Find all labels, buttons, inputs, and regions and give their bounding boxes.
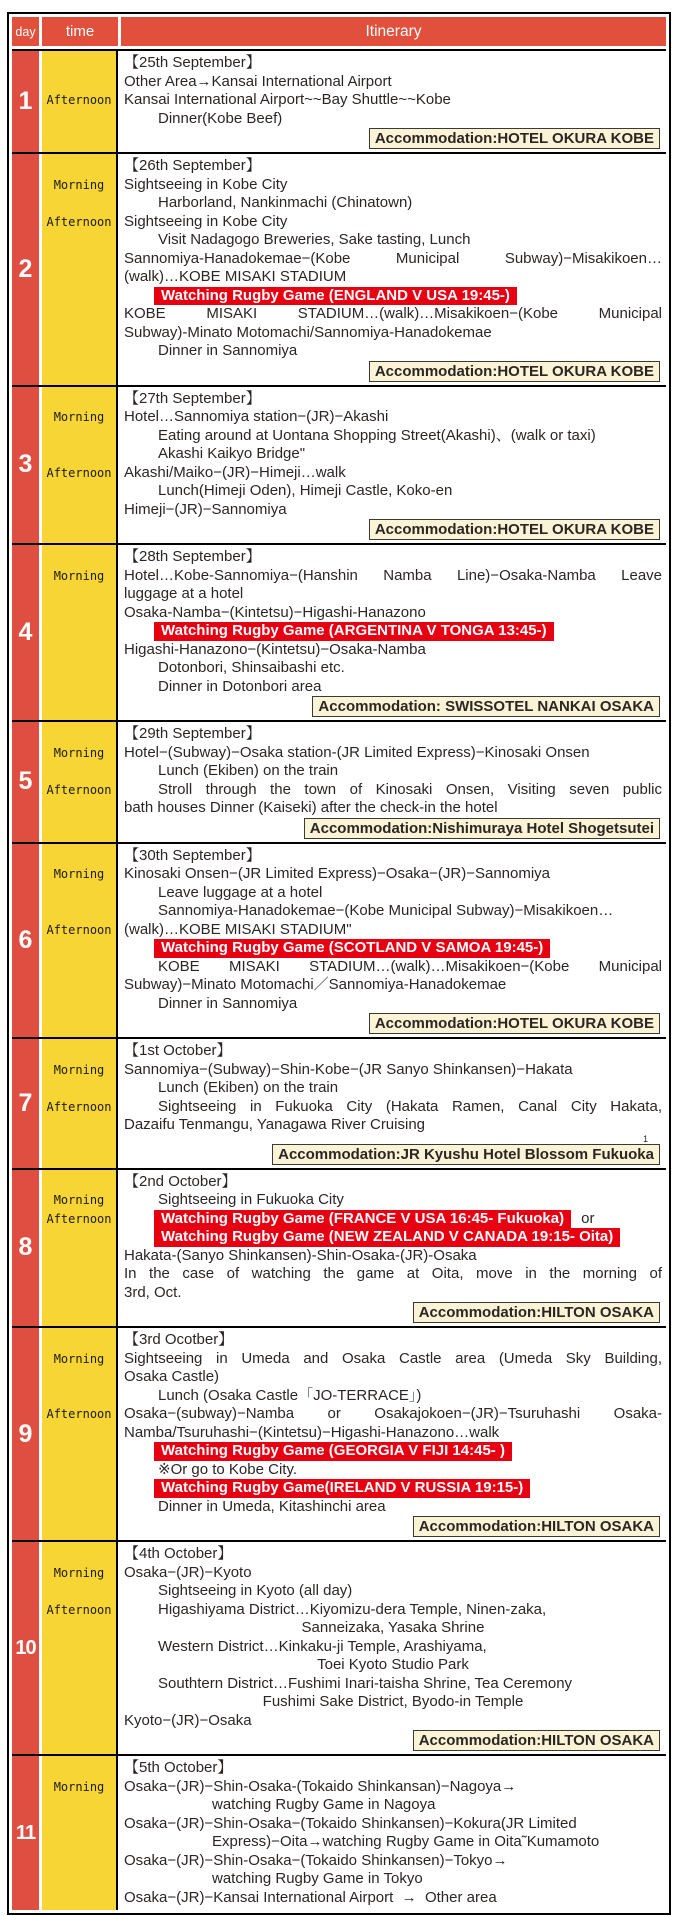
rugby-game-highlight: Watching Rugby Game(IRELAND V RUSSIA 19:15-) bbox=[154, 1479, 530, 1498]
time-label: Morning bbox=[53, 745, 105, 760]
itinerary-line: Eating around at Uontana Shopping Street(Akashi)、(walk or taxi) bbox=[158, 426, 596, 444]
itinerary-line: Akashi Kaikyo Bridge" bbox=[158, 445, 306, 462]
day-number: 6 bbox=[18, 925, 33, 954]
day-row bbox=[12, 1754, 666, 1910]
itinerary-line: 3rd, Oct. bbox=[124, 1283, 182, 1301]
accommodation-box: Accommodation:HOTEL OKURA KOBE bbox=[369, 519, 660, 540]
itinerary-line: Sightseeing in Kobe City bbox=[124, 175, 288, 193]
time-label: Morning bbox=[53, 177, 105, 192]
itinerary-line: Leave luggage at a hotel bbox=[158, 883, 323, 901]
itinerary-line bbox=[124, 939, 662, 958]
itinerary-line: Express)−Oita→watching Rugby Game in Oita˜Kumamoto bbox=[212, 1833, 600, 1850]
time-label: Morning bbox=[53, 867, 105, 881]
itinerary-line: Visit Nadagogo Breweries, Sake tasting, Lunch bbox=[158, 231, 471, 248]
day-number-cell bbox=[12, 1756, 39, 1910]
day-number-cell bbox=[12, 387, 39, 544]
time-label: Afternoon bbox=[46, 922, 112, 937]
day-row bbox=[12, 1540, 666, 1754]
itinerary-cell bbox=[118, 1328, 666, 1540]
itinerary-line: Western District…Kinkaku-ji Temple, Arashiyama, bbox=[158, 1637, 487, 1655]
accommodation-box: Accommodation:HOTEL OKURA KOBE bbox=[369, 361, 660, 382]
itinerary-line: 【28th September】 bbox=[124, 548, 261, 565]
itinerary-line: Lunch (Ekiben) on the train bbox=[158, 762, 339, 779]
itinerary-line: Lunch(Himeji Oden), Himeji Castle, Koko-en bbox=[158, 482, 453, 499]
rugby-game-highlight: Watching Rugby Game (NEW ZEALAND V CANADA 19:15- Oita) bbox=[154, 1228, 620, 1247]
itinerary-cell bbox=[118, 51, 666, 152]
itinerary-line bbox=[124, 1442, 662, 1461]
itinerary-line: Toei Kyoto Studio Park bbox=[317, 1656, 469, 1673]
time-label: Morning bbox=[53, 1565, 105, 1580]
itinerary-line: Sannomiya−(Subway)−Shin-Kobe−(JR Sanyo Shinkansen)−Hakata bbox=[124, 1060, 573, 1078]
footnote-marker: 1 bbox=[642, 1133, 648, 1144]
time-label: Afternoon bbox=[46, 1602, 112, 1617]
accommodation-row bbox=[124, 1144, 662, 1165]
time-label: Afternoon bbox=[46, 782, 112, 797]
time-cell bbox=[42, 1328, 118, 1540]
itinerary-line: luggage at a hotel bbox=[124, 585, 244, 602]
itinerary-cell bbox=[118, 1542, 666, 1754]
day-number-cell bbox=[12, 1170, 39, 1327]
itinerary-line: Osaka−(JR)−Kyoto bbox=[124, 1563, 252, 1581]
itinerary-line: Subway)-Minato Motomachi/Sannomiya-Hanadokemae bbox=[124, 323, 492, 341]
itinerary-line: Kansai International Airport~~Bay Shuttle~~Kobe bbox=[124, 91, 451, 108]
itinerary-cell bbox=[118, 1170, 666, 1327]
accommodation-row bbox=[124, 1730, 662, 1751]
day-row bbox=[12, 49, 666, 152]
itinerary-line: (walk)…KOBE MISAKI STADIUM" bbox=[124, 920, 352, 938]
accommodation-box: Accommodation:HILTON OSAKA bbox=[413, 1516, 660, 1537]
day-number: 11 bbox=[15, 1821, 36, 1844]
itinerary-line bbox=[124, 287, 662, 306]
time-cell bbox=[42, 1039, 118, 1168]
itinerary-line: watching Rugby Game in Nagoya bbox=[212, 1796, 436, 1813]
time-cell bbox=[42, 387, 118, 544]
accommodation-box: Accommodation:JR Kyushu Hotel Blossom Fukuoka bbox=[272, 1144, 660, 1165]
time-cell bbox=[42, 844, 118, 1038]
header-day: day bbox=[12, 17, 39, 46]
accommodation-box: Accommodation:HILTON OSAKA bbox=[413, 1302, 660, 1323]
header-row bbox=[12, 17, 666, 46]
itinerary-line: Fushimi Sake District, Byodo-in Temple bbox=[262, 1693, 524, 1710]
rugby-game-highlight: Watching Rugby Game (SCOTLAND V SAMOA 19:45-) bbox=[154, 939, 550, 958]
day-row bbox=[12, 720, 666, 842]
itinerary-line bbox=[124, 1210, 662, 1229]
day-number-cell bbox=[12, 1328, 39, 1540]
accommodation-row bbox=[124, 361, 662, 382]
day-row bbox=[12, 1037, 666, 1168]
itinerary-line: Osaka−(JR)−Shin-Osaka−(Tokaido Shinkansen)−Kokura(JR Limited bbox=[124, 1814, 577, 1832]
or-text: or bbox=[581, 1209, 595, 1227]
time-cell bbox=[42, 545, 118, 720]
header-time: time bbox=[42, 17, 118, 46]
day-row bbox=[12, 1168, 666, 1327]
itinerary-line: Osaka−(JR)−Kansai International Airport → Other area bbox=[124, 1888, 497, 1906]
itinerary-line: Osaka−(JR)−Shin-Osaka−(Tokaido Shinkansen)−Tokyo→ bbox=[124, 1851, 508, 1869]
itinerary-line bbox=[124, 622, 662, 641]
time-cell bbox=[42, 51, 118, 152]
day-number-cell bbox=[12, 1039, 39, 1168]
time-label: Morning bbox=[53, 1193, 105, 1207]
time-label: Afternoon bbox=[46, 214, 112, 229]
itinerary-line: Hotel…Kobe-Sannomiya−(Hanshin Namba Line)−Osaka-Namba Leave bbox=[124, 566, 662, 584]
itinerary-line: Osaka-Namba−(Kintetsu)−Higashi-Hanazono bbox=[124, 603, 426, 621]
itinerary-line: 【29th September】 bbox=[124, 725, 261, 742]
day-number: 9 bbox=[18, 1419, 33, 1448]
time-label: Morning bbox=[53, 410, 105, 424]
itinerary-line: Osaka Castle) bbox=[124, 1368, 220, 1385]
itinerary-line: Akashi/Maiko−(JR)−Himeji…walk bbox=[124, 463, 346, 481]
time-cell bbox=[42, 1170, 118, 1327]
itinerary-cell bbox=[118, 1756, 666, 1910]
itinerary-line: 【4th October】 bbox=[124, 1545, 233, 1562]
accommodation-row bbox=[124, 1516, 662, 1537]
accommodation-box: Accommodation:HILTON OSAKA bbox=[413, 1730, 660, 1751]
day-number: 1 bbox=[18, 87, 33, 115]
itinerary-line: ※Or go to Kobe City. bbox=[158, 1460, 298, 1478]
rugby-game-highlight: Watching Rugby Game (FRANCE V USA 16:45- Fukuoka) bbox=[154, 1210, 571, 1229]
itinerary-line: Sannomiya-Hanadokemae−(Kobe Municipal Subway)−Misakikoen… bbox=[124, 249, 662, 267]
day-number: 7 bbox=[18, 1088, 33, 1117]
accommodation-box: Accommodation:HOTEL OKURA KOBE bbox=[369, 1013, 660, 1034]
day-number-cell bbox=[12, 722, 39, 842]
itinerary-line: In the case of watching the game at Oita, move in the morning of bbox=[124, 1265, 662, 1282]
itinerary-line: Hotel…Sannomiya station−(JR)−Akashi bbox=[124, 408, 389, 425]
day-number-cell bbox=[12, 545, 39, 720]
itinerary-line: 【3rd Ocotber】 bbox=[124, 1331, 234, 1348]
itinerary-line: Subway)−Minato Motomachi／Sannomiya-Hanadokemae bbox=[124, 976, 507, 993]
itinerary-line: bath houses Dinner (Kaiseki) after the check-in the hotel bbox=[124, 799, 498, 816]
day-row bbox=[12, 152, 666, 385]
accommodation-row bbox=[124, 1013, 662, 1034]
itinerary-line: 【1st October】 bbox=[124, 1042, 232, 1059]
itinerary-table bbox=[7, 12, 671, 1915]
day-number: 3 bbox=[18, 450, 33, 479]
day-number: 8 bbox=[18, 1233, 33, 1262]
time-cell bbox=[42, 154, 118, 385]
accommodation-row bbox=[124, 1302, 662, 1323]
itinerary-line: Kinosaki Onsen−(JR Limited Express)−Osaka−(JR)−Sannomiya bbox=[124, 865, 551, 882]
itinerary-cell bbox=[118, 387, 666, 544]
day-number-cell bbox=[12, 51, 39, 152]
itinerary-line: watching Rugby Game in Tokyo bbox=[212, 1870, 423, 1887]
itinerary-line: Dinner in Dotonbori area bbox=[158, 677, 322, 695]
accommodation-row bbox=[124, 696, 662, 717]
time-label: Afternoon bbox=[46, 465, 112, 480]
itinerary-line: Other Area→Kansai International Airport bbox=[124, 72, 392, 90]
itinerary-line: 【27th September】 bbox=[124, 389, 261, 407]
itinerary-cell bbox=[118, 154, 666, 385]
itinerary-line: Hakata-(Sanyo Shinkansen)-Shin-Osaka-(JR)-Osaka bbox=[124, 1246, 477, 1264]
itinerary-line: (walk)…KOBE MISAKI STADIUM bbox=[124, 268, 347, 285]
itinerary-line: Dinner(Kobe Beef) bbox=[158, 109, 283, 127]
header-itinerary: Itinerary bbox=[121, 17, 666, 46]
day-number: 5 bbox=[18, 767, 33, 796]
day-row bbox=[12, 842, 666, 1038]
day-number-cell bbox=[12, 1542, 39, 1754]
itinerary-cell bbox=[118, 844, 666, 1038]
itinerary-line: Dotonbori, Shinsaibashi etc. bbox=[158, 659, 345, 676]
day-number: 10 bbox=[15, 1636, 36, 1659]
day-row bbox=[12, 1326, 666, 1540]
itinerary-line: Higashiyama District…Kiyomizu-dera Temple, Ninen-zaka, bbox=[158, 1600, 547, 1618]
time-label: Afternoon bbox=[46, 1407, 112, 1421]
day-number-cell bbox=[12, 154, 39, 385]
day-row bbox=[12, 543, 666, 720]
itinerary-line: Sannomiya-Hanadokemae−(Kobe Municipal Subway)−Misakikoen… bbox=[158, 902, 614, 919]
itinerary-line: Lunch (Osaka Castle「JO-TERRACE」) bbox=[158, 1386, 422, 1404]
itinerary-line: Himeji−(JR)−Sannomiya bbox=[124, 500, 287, 518]
itinerary-line: Higashi-Hanazono−(Kintetsu)−Osaka-Namba bbox=[124, 640, 426, 658]
rugby-game-highlight: Watching Rugby Game (GEORGIA V FIJI 14:45- ) bbox=[154, 1442, 512, 1461]
time-label: Afternoon bbox=[46, 93, 112, 107]
itinerary-line: Sanneizaka, Yasaka Shrine bbox=[301, 1619, 485, 1636]
rugby-game-highlight: Watching Rugby Game (ARGENTINA V TONGA 13:45-) bbox=[154, 622, 554, 641]
accommodation-row bbox=[124, 818, 662, 839]
itinerary-line bbox=[124, 1228, 662, 1247]
itinerary-line: 【2nd October】 bbox=[124, 1172, 237, 1190]
itinerary-line: Sightseeing in Kyoto (all day) bbox=[158, 1582, 353, 1599]
itinerary-line: KOBE MISAKI STADIUM…(walk)…Misakikoen−(Kobe Municipal bbox=[158, 957, 662, 975]
itinerary-line: Namba/Tsuruhashi−(Kintetsu)−Higashi-Hanazono…walk bbox=[124, 1423, 500, 1441]
itinerary-line: 【30th September】 bbox=[124, 846, 261, 864]
itinerary-line: Harborland, Nankinmachi (Chinatown) bbox=[158, 194, 413, 211]
time-cell bbox=[42, 1542, 118, 1754]
itinerary-line: Dazaifu Tenmangu, Yanagawa River Cruising bbox=[124, 1116, 426, 1133]
itinerary-cell bbox=[118, 722, 666, 842]
itinerary-line: Lunch (Ekiben) on the train bbox=[158, 1079, 339, 1096]
accommodation-row bbox=[124, 519, 662, 540]
itinerary-line: Dinner in Umeda, Kitashinchi area bbox=[158, 1497, 386, 1515]
time-label: Morning bbox=[53, 568, 105, 583]
itinerary-line: Sightseeing in Fukuoka City (Hakata Ramen, Canal City Hakata, bbox=[158, 1097, 662, 1115]
itinerary-line: Sightseeing in Kobe City bbox=[124, 212, 288, 230]
itinerary-line: Dinner in Sannomiya bbox=[158, 994, 298, 1012]
itinerary-line: Osaka−(JR)−Shin-Osaka-(Tokaido Shinkansan)−Nagoya→ bbox=[124, 1777, 517, 1795]
itinerary-line: Stroll through the town of Kinosaki Onsen, Visiting seven public bbox=[158, 780, 662, 798]
itinerary-line: Osaka−(subway)−Namba or Osakajokoen−(JR)−Tsuruhashi Osaka- bbox=[124, 1405, 662, 1422]
table-body bbox=[12, 49, 666, 1910]
time-label: Afternoon bbox=[46, 1211, 112, 1226]
itinerary-line: Kyoto−(JR)−Osaka bbox=[124, 1711, 252, 1729]
time-cell bbox=[42, 1756, 118, 1910]
rugby-game-highlight: Watching Rugby Game (ENGLAND V USA 19:45-) bbox=[154, 287, 517, 306]
itinerary-line: Sightseeing in Fukuoka City bbox=[158, 1191, 344, 1208]
time-label: Morning bbox=[53, 1779, 105, 1794]
itinerary-cell bbox=[118, 545, 666, 720]
accommodation-box: Accommodation: SWISSOTEL NANKAI OSAKA bbox=[312, 696, 660, 717]
day-number-cell bbox=[12, 844, 39, 1038]
itinerary-line: Southtern District…Fushimi Inari-taisha Shrine, Tea Ceremony bbox=[158, 1674, 573, 1692]
time-label: Afternoon bbox=[46, 1099, 112, 1114]
itinerary-cell bbox=[118, 1039, 666, 1168]
itinerary-line: 【25th September】 bbox=[124, 54, 261, 71]
time-label: Morning bbox=[53, 1062, 105, 1077]
itinerary-line: 【5th October】 bbox=[124, 1759, 233, 1776]
itinerary-line: KOBE MISAKI STADIUM…(walk)…Misakikoen−(Kobe Municipal bbox=[124, 305, 662, 322]
time-label: Morning bbox=[53, 1351, 105, 1366]
day-row bbox=[12, 385, 666, 544]
itinerary-line: Dinner in Sannomiya bbox=[158, 342, 298, 359]
time-cell bbox=[42, 722, 118, 842]
day-number: 4 bbox=[18, 618, 33, 646]
itinerary-line: 【26th September】 bbox=[124, 157, 261, 174]
day-number: 2 bbox=[18, 254, 33, 283]
itinerary-line bbox=[124, 1479, 662, 1498]
itinerary-line: Sightseeing in Umeda and Osaka Castle area (Umeda Sky Building, bbox=[124, 1349, 662, 1367]
accommodation-box: Accommodation:HOTEL OKURA KOBE bbox=[369, 128, 660, 149]
itinerary-line: Hotel−(Subway)−Osaka station-(JR Limited Express)−Kinosaki Onsen bbox=[124, 743, 590, 761]
accommodation-row bbox=[124, 128, 662, 149]
accommodation-box: Accommodation:Nishimuraya Hotel Shogetsutei bbox=[304, 818, 660, 839]
